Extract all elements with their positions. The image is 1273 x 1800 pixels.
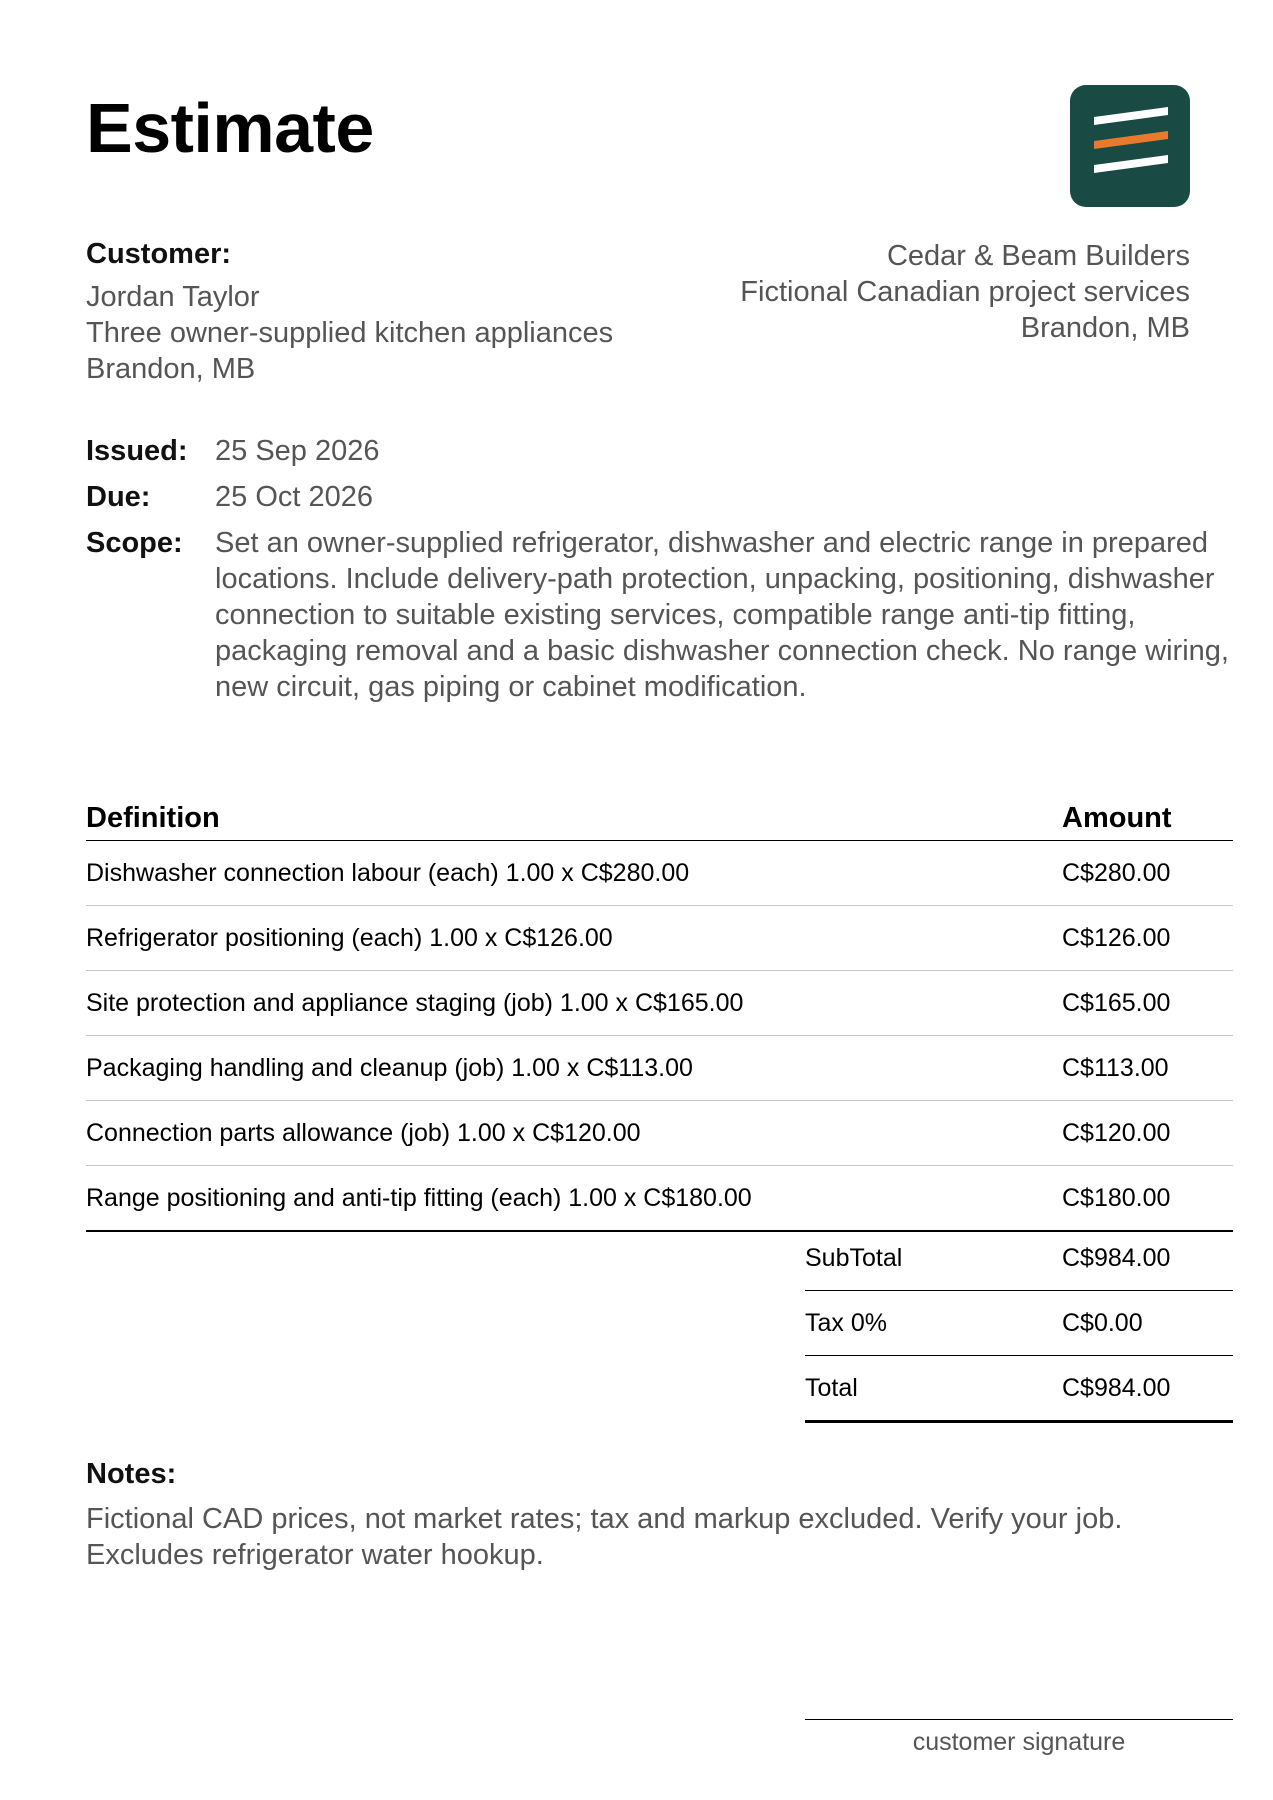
item-amount: C$120.00 [1062, 1118, 1171, 1147]
tax-value: C$0.00 [1062, 1308, 1143, 1337]
notes-text: Fictional CAD prices, not market rates; tax and markup excluded. Verify your job. Excludes refrigerator water hookup. [86, 1503, 1123, 1571]
table-row [86, 1166, 1233, 1232]
item-definition: Connection parts allowance (job) 1.00 x C$120.00 [86, 1118, 641, 1147]
item-definition: Refrigerator positioning (each) 1.00 x C$126.00 [86, 923, 613, 952]
item-definition: Site protection and appliance staging (job) 1.00 x C$165.00 [86, 988, 744, 1017]
table-row [86, 1101, 1233, 1166]
item-amount: C$126.00 [1062, 923, 1171, 952]
tax-label: Tax 0% [805, 1308, 887, 1337]
table-row [86, 1036, 1233, 1101]
scope-label: Scope: [86, 527, 183, 559]
page-title: Estimate [86, 89, 374, 167]
customer-location: Brandon, MB [86, 353, 256, 385]
item-amount: C$165.00 [1062, 988, 1171, 1017]
logo-plank-bottom [1094, 155, 1168, 173]
subtotal-value: C$984.00 [1062, 1243, 1171, 1272]
definition-column-header: Definition [86, 801, 220, 834]
item-amount: C$280.00 [1062, 858, 1171, 887]
notes-block [86, 1458, 1236, 1573]
estimate-meta [86, 433, 1236, 715]
amount-column-header: Amount [1062, 801, 1172, 834]
due-label: Due: [86, 481, 151, 513]
scope-text: Set an owner-supplied refrigerator, dishwasher and electric range in prepared locations. Include delivery-path protection, unpacking, positioning, dishwasher connection to suitable existing services, compatible range anti-tip fitting, packaging removal and a basic dishwasher connection check. No range wiring, new circuit, gas piping or cabinet modification. [215, 527, 1229, 703]
tax-row [805, 1291, 1233, 1356]
totals-block [805, 1226, 1233, 1423]
item-amount: C$113.00 [1062, 1053, 1169, 1082]
company-tagline: Fictional Canadian project services [740, 276, 1190, 308]
total-row [805, 1356, 1233, 1423]
line-items-table [86, 796, 1233, 1232]
item-definition: Dishwasher connection labour (each) 1.00 x C$280.00 [86, 858, 690, 887]
issued-row [86, 433, 1236, 469]
issued-label: Issued: [86, 435, 188, 467]
table-row [86, 906, 1233, 971]
table-row [86, 971, 1233, 1036]
customer-label: Customer: [86, 238, 232, 270]
table-row [86, 841, 1233, 906]
table-header [86, 796, 1233, 841]
logo-plank-top [1094, 107, 1168, 125]
item-amount: C$180.00 [1062, 1183, 1171, 1212]
customer-project: Three owner-supplied kitchen appliances [86, 317, 614, 349]
company-location: Brandon, MB [1020, 312, 1190, 344]
total-value: C$984.00 [1062, 1373, 1171, 1402]
customer-block [86, 238, 706, 387]
customer-signature-line[interactable]: customer signature [805, 1719, 1233, 1757]
stacked-planks-logo-icon [1070, 85, 1190, 207]
item-definition: Packaging handling and cleanup (job) 1.00 x C$113.00 [86, 1053, 693, 1082]
logo-plank-middle [1094, 131, 1168, 149]
subtotal-label: SubTotal [805, 1243, 903, 1272]
due-row [86, 479, 1236, 515]
company-logo-icon [1070, 85, 1190, 207]
due-date: 25 Oct 2026 [215, 481, 373, 513]
company-name: Cedar & Beam Builders [886, 240, 1190, 272]
company-block [740, 238, 1190, 346]
total-label: Total [805, 1373, 858, 1402]
issued-date: 25 Sep 2026 [215, 435, 380, 467]
scope-row [86, 525, 1236, 705]
customer-name: Jordan Taylor [86, 281, 260, 313]
notes-label: Notes: [86, 1458, 177, 1490]
item-definition: Range positioning and anti-tip fitting (each) 1.00 x C$180.00 [86, 1183, 752, 1212]
subtotal-row [805, 1226, 1233, 1291]
